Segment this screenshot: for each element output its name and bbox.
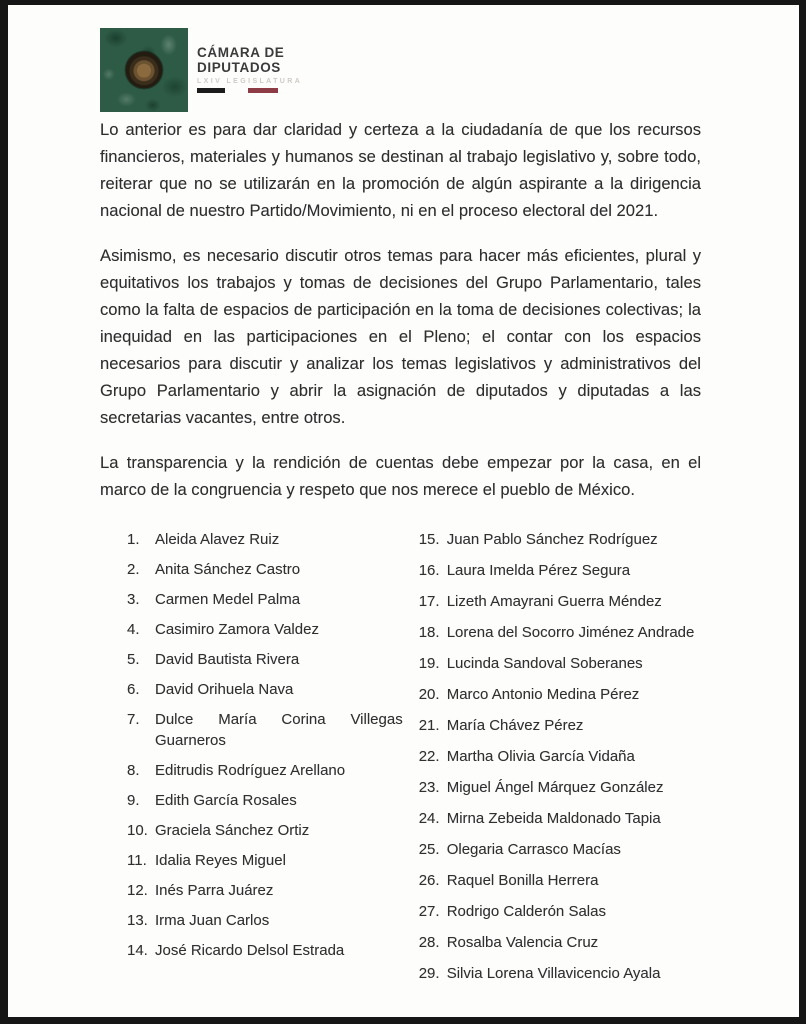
signatory-item bbox=[127, 589, 403, 610]
signatory-number: 13. bbox=[127, 912, 148, 929]
signatory-item bbox=[419, 808, 701, 829]
signatory-number: 15. bbox=[418, 531, 440, 548]
document-body bbox=[100, 116, 701, 994]
signatory-name: Lorena del Socorro Jiménez Andrade bbox=[446, 624, 695, 641]
signatory-number: 6. bbox=[127, 681, 140, 698]
signatory-number: 16. bbox=[418, 562, 440, 579]
signatory-name: Laura Imelda Pérez Segura bbox=[446, 562, 631, 579]
signatory-number: 24. bbox=[418, 810, 440, 827]
paragraph-3: La transparencia y la rendición de cuentas debe empezar por la casa, en el marco de la congruencia y respeto que nos merece el pueblo de México. bbox=[100, 453, 701, 499]
signatory-name: Raquel Bonilla Herrera bbox=[446, 872, 599, 889]
signatory-item bbox=[127, 559, 403, 580]
signatory-item bbox=[419, 839, 701, 860]
scan-border-right bbox=[799, 0, 806, 1024]
signatory-name: Anita Sánchez Castro bbox=[155, 561, 301, 578]
org-name-line2: DIPUTADOS bbox=[197, 60, 281, 75]
org-wordmark bbox=[197, 45, 302, 85]
signatory-number: 23. bbox=[418, 779, 440, 796]
signatory-name: Olegaria Carrasco Macías bbox=[446, 841, 621, 858]
scan-border-top bbox=[0, 0, 806, 5]
signatory-name: Mirna Zebeida Maldonado Tapia bbox=[446, 810, 661, 827]
signatory-name: Marco Antonio Medina Pérez bbox=[446, 686, 640, 703]
signatory-name: Dulce María Corina Villegas Guarneros bbox=[155, 711, 403, 749]
signatory-item bbox=[127, 820, 403, 841]
camara-de-diputados-logo bbox=[100, 28, 188, 112]
signatory-number: 2. bbox=[127, 561, 140, 578]
signatory-number: 22. bbox=[418, 748, 440, 765]
signatory-item bbox=[419, 901, 701, 922]
signatory-item bbox=[127, 880, 403, 901]
signatory-number: 14. bbox=[127, 942, 148, 959]
legislature-faint-text: LXIV LEGISLATURA bbox=[197, 78, 303, 85]
org-name-line1: CÁMARA DE bbox=[197, 45, 285, 60]
logo-black-bar bbox=[197, 88, 225, 93]
signatory-number: 20. bbox=[418, 686, 440, 703]
signatory-name: Rodrigo Calderón Salas bbox=[446, 903, 606, 920]
signatory-name: Casimiro Zamora Valdez bbox=[155, 621, 319, 638]
signatory-name: Juan Pablo Sánchez Rodríguez bbox=[446, 531, 658, 548]
signatory-list bbox=[127, 529, 701, 994]
signatory-name: David Orihuela Nava bbox=[155, 681, 294, 698]
signatory-name: Martha Olivia García Vidaña bbox=[446, 748, 635, 765]
signatory-item bbox=[127, 940, 403, 961]
scan-border-bottom bbox=[0, 1017, 806, 1024]
signatory-name: José Ricardo Delsol Estrada bbox=[155, 942, 345, 959]
signatory-item bbox=[127, 709, 403, 751]
signatory-item bbox=[419, 591, 701, 612]
signatory-name: Lucinda Sandoval Soberanes bbox=[446, 655, 643, 672]
signatory-name: Miguel Ángel Márquez González bbox=[446, 779, 664, 796]
paragraph-1: Lo anterior es para dar claridad y certeza a la ciudadanía de que los recursos financieros, materiales y humanos se destinan al trabajo legislativo y, sobre todo, reiterar que no se utilizarán en la promoción de algún aspirante a la dirigencia nacional de nuestro Partido/Movimiento, ni en el proceso electoral del 2021. bbox=[100, 120, 701, 220]
signatory-number: 19. bbox=[418, 655, 440, 672]
signatory-number: 28. bbox=[418, 934, 440, 951]
signatory-item bbox=[419, 777, 701, 798]
signatory-number: 11. bbox=[127, 852, 147, 869]
signatory-item bbox=[127, 790, 403, 811]
signatory-number: 18. bbox=[418, 624, 440, 641]
scan-border-left bbox=[0, 0, 8, 1024]
signatory-item bbox=[419, 653, 701, 674]
signatory-number: 29. bbox=[418, 965, 440, 982]
signatory-name: Lizeth Amayrani Guerra Méndez bbox=[446, 593, 662, 610]
signatory-name: María Chávez Pérez bbox=[446, 717, 584, 734]
signatory-number: 17. bbox=[418, 593, 440, 610]
signatory-item bbox=[419, 746, 701, 767]
signatory-name: Edith García Rosales bbox=[155, 792, 297, 809]
signatory-name: Inés Parra Juárez bbox=[155, 882, 274, 899]
signatory-name: Idalia Reyes Miguel bbox=[155, 852, 286, 869]
signatory-number: 7. bbox=[127, 711, 140, 728]
signatory-item bbox=[419, 932, 701, 953]
signatory-item bbox=[419, 622, 701, 643]
signatory-item bbox=[419, 963, 701, 984]
signatory-item bbox=[127, 619, 403, 640]
signatory-name: Aleida Alavez Ruiz bbox=[155, 531, 280, 548]
signatory-number: 1. bbox=[127, 531, 140, 548]
signatory-item bbox=[419, 529, 701, 550]
signatory-item bbox=[419, 684, 701, 705]
signatory-column-left bbox=[127, 529, 403, 994]
signatory-number: 9. bbox=[127, 792, 140, 809]
signatory-number: 4. bbox=[127, 621, 140, 638]
signatory-item bbox=[127, 910, 403, 931]
signatory-name: David Bautista Rivera bbox=[155, 651, 300, 668]
signatory-number: 21. bbox=[418, 717, 440, 734]
signatory-item bbox=[127, 760, 403, 781]
signatory-number: 3. bbox=[127, 591, 140, 608]
paragraph-2: Asimismo, es necesario discutir otros temas para hacer más eficientes, plural y equitativos los trabajos y tomas de decisiones del Grupo Parlamentario, tales como la falta de espacios de participación en la toma de decisiones colectivas; la inequidad en las participaciones en el Pleno; el contar con los espacios necesarios para discutir y analizar los temas legislativos y administrativos del Grupo Parlamentario y abrir la asignación de diputados y diputadas a las secretarias vacantes, entre otros. bbox=[100, 246, 701, 427]
signatory-item bbox=[419, 715, 701, 736]
signatory-item bbox=[127, 679, 403, 700]
signatory-item bbox=[127, 529, 403, 550]
signatory-number: 8. bbox=[127, 762, 140, 779]
signatory-item bbox=[419, 870, 701, 891]
signatory-number: 25. bbox=[418, 841, 440, 858]
signatory-name: Silvia Lorena Villavicencio Ayala bbox=[446, 965, 661, 982]
signatory-item bbox=[419, 560, 701, 581]
signatory-name: Graciela Sánchez Ortiz bbox=[155, 822, 310, 839]
logo-red-bar bbox=[248, 88, 278, 93]
signatory-number: 5. bbox=[127, 651, 140, 668]
signatory-name: Editrudis Rodríguez Arellano bbox=[155, 762, 346, 779]
signatory-name: Carmen Medel Palma bbox=[155, 591, 301, 608]
signatory-number: 27. bbox=[418, 903, 440, 920]
eagle-emblem-icon bbox=[126, 52, 163, 89]
signatory-number: 26. bbox=[418, 872, 440, 889]
signatory-name: Rosalba Valencia Cruz bbox=[446, 934, 599, 951]
signatory-number: 12. bbox=[127, 882, 148, 899]
signatory-name: Irma Juan Carlos bbox=[155, 912, 270, 929]
signatory-item bbox=[127, 649, 403, 670]
signatory-item bbox=[127, 850, 403, 871]
signatory-column-right bbox=[419, 529, 701, 994]
signatory-number: 10. bbox=[127, 822, 148, 839]
